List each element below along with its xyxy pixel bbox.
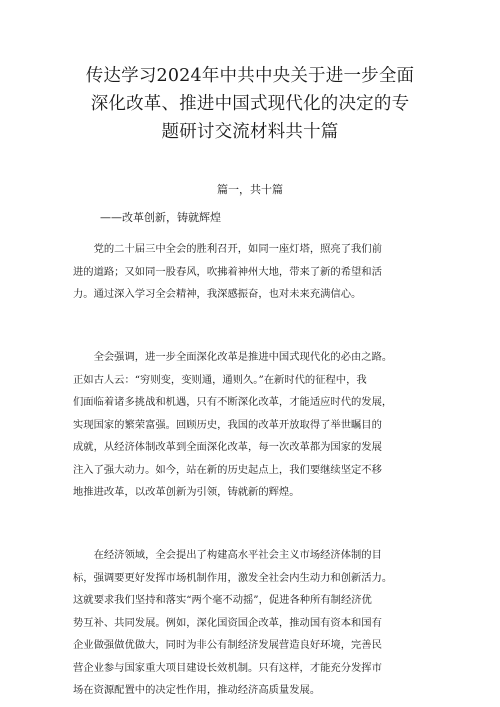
paragraph-line: 成就，从经济体制改革到全面深化改革，每一次改革都为国家的发展 bbox=[73, 441, 382, 453]
paragraph-line: 实现国家的繁荣富强。回顾历史，我国的改革开放取得了举世瞩目的 bbox=[73, 418, 382, 431]
paragraph-line: 注入了强大动力。如今，站在新的历史起点上，我们要继续坚定不移 bbox=[73, 463, 382, 476]
paragraph-line: 进的道路；又如同一股春风，吹拂着神州大地，带来了新的希望和活 bbox=[73, 265, 382, 278]
paragraph-line: 地推进改革，以改革创新为引领，铸就新的辉煌。 bbox=[73, 486, 300, 498]
body-paragraph bbox=[73, 544, 433, 702]
paragraph-line: 正如古人云：“穷则变，变则通，通则久。”在新时代的征程中，我 bbox=[73, 373, 367, 386]
paragraph-line: 在经济领域，全会提出了构建高水平社会主义市场经济体制的目 bbox=[73, 549, 382, 561]
paragraph-line: 企业做强做优做大，同时为非公有制经济发展营造良好环境，完善民 bbox=[73, 639, 382, 651]
body-paragraph bbox=[73, 346, 433, 504]
body-paragraph bbox=[73, 238, 433, 306]
paragraph-line: 们面临着诸多挑战和机遇，只有不断深化改革，才能适应时代的发展， bbox=[73, 396, 393, 408]
paragraph-line: 标，强调要更好发挥市场机制作用，激发全社会内生动力和创新活力。 bbox=[73, 571, 393, 584]
paragraph-line: 势互补、共同发展。例如，深化国资国企改革，推动国有资本和国有 bbox=[73, 616, 382, 629]
paragraph-line: 力。通过深入学习全会精神，我深感振奋，也对未来充满信心。 bbox=[73, 288, 362, 300]
section-heading: 篇一，共十篇 bbox=[217, 183, 283, 196]
title-line: 题研讨交流材料共十篇 bbox=[161, 122, 339, 142]
title-line: 深化改革、推进中国式现代化的决定的专 bbox=[90, 94, 410, 114]
document-title bbox=[60, 62, 440, 146]
paragraph-line: 场在资源配置中的决定性作用，推动经济高质量发展。 bbox=[73, 684, 321, 696]
paragraph-line: 全会强调，进一步全面深化改革是推进中国式现代化的必由之路。 bbox=[73, 351, 393, 363]
section-subheading: ——改革创新，铸就辉煌 bbox=[100, 211, 221, 224]
paragraph-line: 党的二十届三中全会的胜利召开，如同一座灯塔，照亮了我们前 bbox=[73, 243, 382, 255]
title-line: 传达学习2024年中共中央关于进一步全面 bbox=[85, 66, 415, 86]
paragraph-line: 这就要求我们坚持和落实“两个毫不动摇”，促进各种所有制经济优 bbox=[73, 594, 372, 606]
paragraph-line: 营企业参与国家重大项目建设长效机制。只有这样，才能充分发挥市 bbox=[73, 661, 382, 674]
